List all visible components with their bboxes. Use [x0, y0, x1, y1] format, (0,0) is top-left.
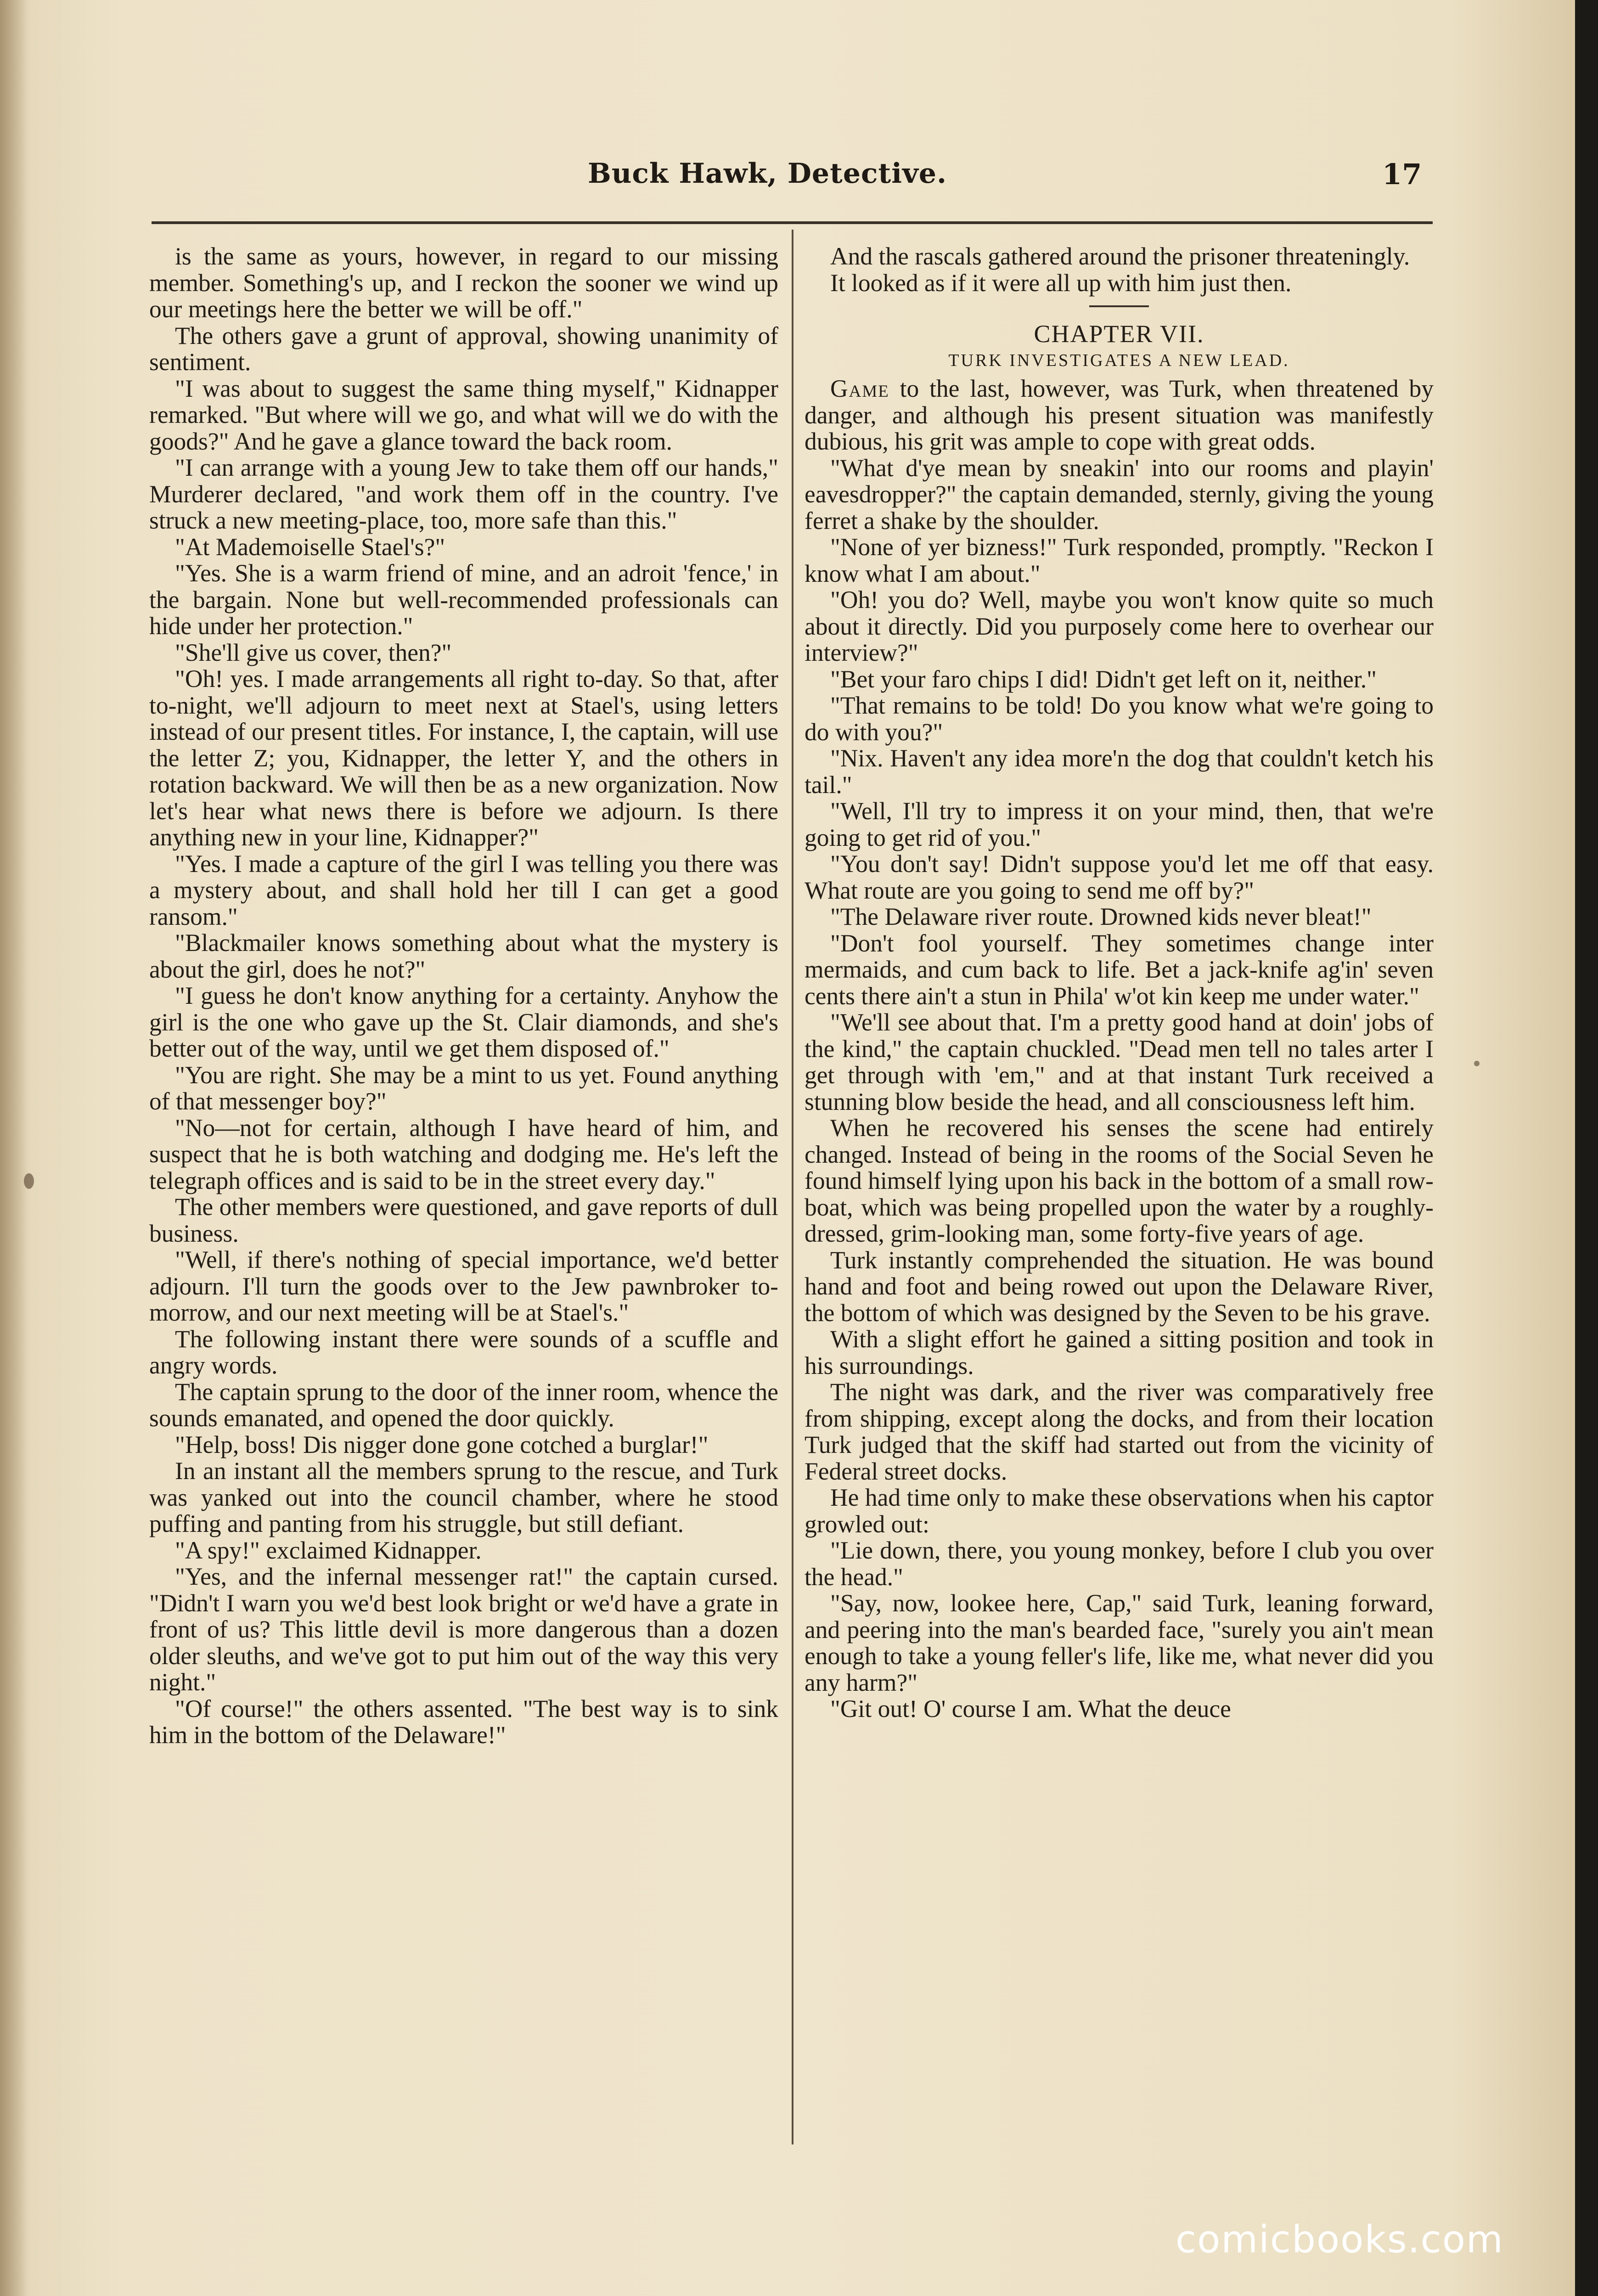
chapter-subheading: TURK INVESTIGATES A NEW LEAD.	[948, 350, 1290, 370]
watermark: comicbooks.com	[1176, 2218, 1504, 2262]
page-blemish	[1474, 1061, 1480, 1066]
chapter-heading: CHAPTER VII.	[1034, 320, 1204, 348]
paragraph: The other members were questioned, and gave reports of dull business.	[149, 1193, 778, 1247]
paragraph: "Oh! you do? Well, maybe you won't know quite so much about it directly. Did you purposely come here to overhear our interview?"	[805, 586, 1434, 666]
paragraph: "Help, boss! Dis nigger done gone cotched a burglar!"	[175, 1430, 709, 1458]
paragraph: "At Mademoiselle Stael's?"	[175, 533, 445, 561]
paragraph: "Say, now, lookee here, Cap," said Turk, leaning forward, and peering into the man's bearded face, "surely you ain't mean enough to take a young feller's life, like me, what never did you any harm?"	[805, 1589, 1434, 1696]
column-divider	[792, 230, 793, 2144]
paragraph: When he recovered his senses the scene had entirely changed. Instead of being in the rooms of the Social Seven he found himself lying upon his back in the bottom of a small row-boat, which was being propelled upon the water by a roughly-dressed, grim-looking man, some forty-five years of age.	[805, 1114, 1434, 1247]
paragraph: "Blackmailer knows something about what the mystery is about the girl, does he not?"	[149, 929, 778, 983]
paragraph: Turk instantly comprehended the situation. He was bound hand and foot and being rowed out upon the Delaware River, the bottom of which was designed by the Seven to be his grave.	[805, 1246, 1434, 1327]
paragraph: The night was dark, and the river was comparatively free from shipping, except along the docks, and from their location Turk judged that the skiff had started out from the vicinity of Federal street docks.	[805, 1378, 1434, 1485]
paragraph: "Well, I'll try to impress it on your mind, then, that we're going to get rid of you."	[805, 797, 1434, 851]
paragraph: He had time only to make these observations when his captor growled out:	[805, 1484, 1434, 1538]
paragraph: "You don't say! Didn't suppose you'd let me off that easy. What route are you going to send me off by?"	[805, 850, 1434, 904]
paragraph: "Yes. I made a capture of the girl I was telling you there was a mystery about, and shall hold her till I can get a good ransom."	[149, 850, 778, 930]
paragraph: "You are right. She may be a mint to us yet. Found anything of that messenger boy?"	[149, 1061, 778, 1115]
paragraph: "Of course!" the others assented. "The best way is to sink him in the bottom of the Delaware!"	[149, 1694, 778, 1749]
paragraph: "None of yer bizness!" Turk responded, promptly. "Reckon I know what I am about."	[805, 533, 1434, 587]
page-blemish	[24, 1173, 34, 1189]
chapter-first-paragraph	[805, 376, 1434, 455]
paragraph: "I can arrange with a young Jew to take them off our hands," Murderer declared, "and work them off in the country. I've struck a new meeting-place, too, more safe than this."	[149, 454, 778, 534]
page-number: 17	[1382, 158, 1422, 191]
paragraph: The following instant there were sounds of a scuffle and angry words.	[149, 1325, 778, 1379]
paragraph: "Bet your faro chips I did! Didn't get left on it, neither."	[830, 665, 1377, 693]
paragraph: "The Delaware river route. Drowned kids never bleat!"	[830, 903, 1372, 930]
chapter-first-paragraph-text: to the last, however, was Turk, when threatened by danger, and although his present situation was manifestly dubious, his grit was ample to cope with great odds.	[805, 375, 1434, 455]
chapter-separator-rule	[1089, 305, 1149, 307]
paragraph: And the rascals gathered around the prisoner threateningly.	[830, 242, 1410, 270]
paragraph: "Well, if there's nothing of special importance, we'd better adjourn. I'll turn the goods over to the Jew pawnbroker to-morrow, and our next meeting will be at Stael's."	[149, 1246, 778, 1326]
paragraph: "Yes, and the infernal messenger rat!" the captain cursed. "Didn't I warn you we'd best look bright or we'd have a grate in front of us? This little devil is more dangerous than a dozen older sleuths, and we've got to put him out of the way this very night."	[149, 1563, 778, 1696]
paragraph: "What d'ye mean by sneakin' into our rooms and playin' eavesdropper?" the captain demanded, sternly, giving the young ferret a shake by the shoulder.	[805, 454, 1434, 535]
paragraph: "Lie down, there, you young monkey, before I club you over the head."	[805, 1536, 1434, 1591]
paragraph: In an instant all the members sprung to the rescue, and Turk was yanked out into the council chamber, where he stood puffing and panting from his struggle, but still defiant.	[149, 1457, 778, 1537]
paragraph: The captain sprung to the door of the inner room, whence the sounds emanated, and opened the door quickly.	[149, 1378, 778, 1432]
paragraph: With a slight effort he gained a sitting position and took in his surroundings.	[805, 1325, 1434, 1379]
running-header-title: Buck Hawk, Detective.	[588, 158, 947, 190]
paragraph: "We'll see about that. I'm a pretty good hand at doin' jobs of the kind," the captain chuckled. "Dead men tell no tales arter I get through with 'em," and at that instant Turk received a stunning blow beside the head, and all consciousness left him.	[805, 1008, 1434, 1115]
paragraph: "Oh! yes. I made arrangements all right to-day. So that, after to-night, we'll adjourn to meet next at Stael's, using letters instead of our present titles. For instance, I, the captain, will use the letter Z; you, Kidnapper, the letter Y, and the others in rotation backward. We will then be as a new organization. Now let's hear what news there is before we adjourn. Is there anything new in your line, Kidnapper?"	[149, 665, 778, 851]
paragraph: "Nix. Haven't any idea more'n the dog that couldn't ketch his tail."	[805, 744, 1434, 799]
left-text-column	[149, 243, 778, 1749]
right-column-body	[805, 455, 1434, 1722]
paragraph: "I was about to suggest the same thing myself," Kidnapper remarked. "But where will we go, and what will we do with the goods?" And he gave a glance toward the back room.	[149, 374, 778, 455]
spine-shadow	[0, 0, 28, 2296]
paragraph: "Git out! O' course I am. What the deuce	[830, 1695, 1231, 1722]
paragraph: The others gave a grunt of approval, showing unanimity of sentiment.	[149, 321, 778, 376]
paragraph: It looked as if it were all up with him just then.	[830, 269, 1292, 297]
paragraph: "Yes. She is a warm friend of mine, and an adroit 'fence,' in the bargain. None but well-recommended professionals can hide under her protection."	[149, 559, 778, 640]
paragraph: "I guess he don't know anything for a certainty. Anyhow the girl is the one who gave up the St. Clair diamonds, and she's better out of the way, until we get them disposed of."	[149, 982, 778, 1062]
paragraph: "A spy!" exclaimed Kidnapper.	[175, 1536, 482, 1564]
paragraph: is the same as yours, however, in regard to our missing member. Something's up, and I reckon the sooner we wind up our meetings here the better we will be off."	[149, 242, 778, 323]
chapter-first-word: Game	[830, 375, 889, 402]
paragraph: "No—not for certain, although I have heard of him, and suspect that he is both watching and dodging me. He's left the telegraph offices and is said to be in the street every day."	[149, 1114, 778, 1194]
header-rule	[152, 221, 1433, 224]
paragraph: "Don't fool yourself. They sometimes change inter mermaids, and cum back to life. Bet a jack-knife ag'in' seven cents there ain't a stun in Phila' w'ot kin keep me under water."	[805, 929, 1434, 1010]
right-column-intro	[805, 243, 1434, 296]
right-text-column	[805, 243, 1434, 1722]
paragraph: "She'll give us cover, then?"	[175, 638, 452, 666]
paragraph: "That remains to be told! Do you know what we're going to do with you?"	[805, 692, 1434, 746]
